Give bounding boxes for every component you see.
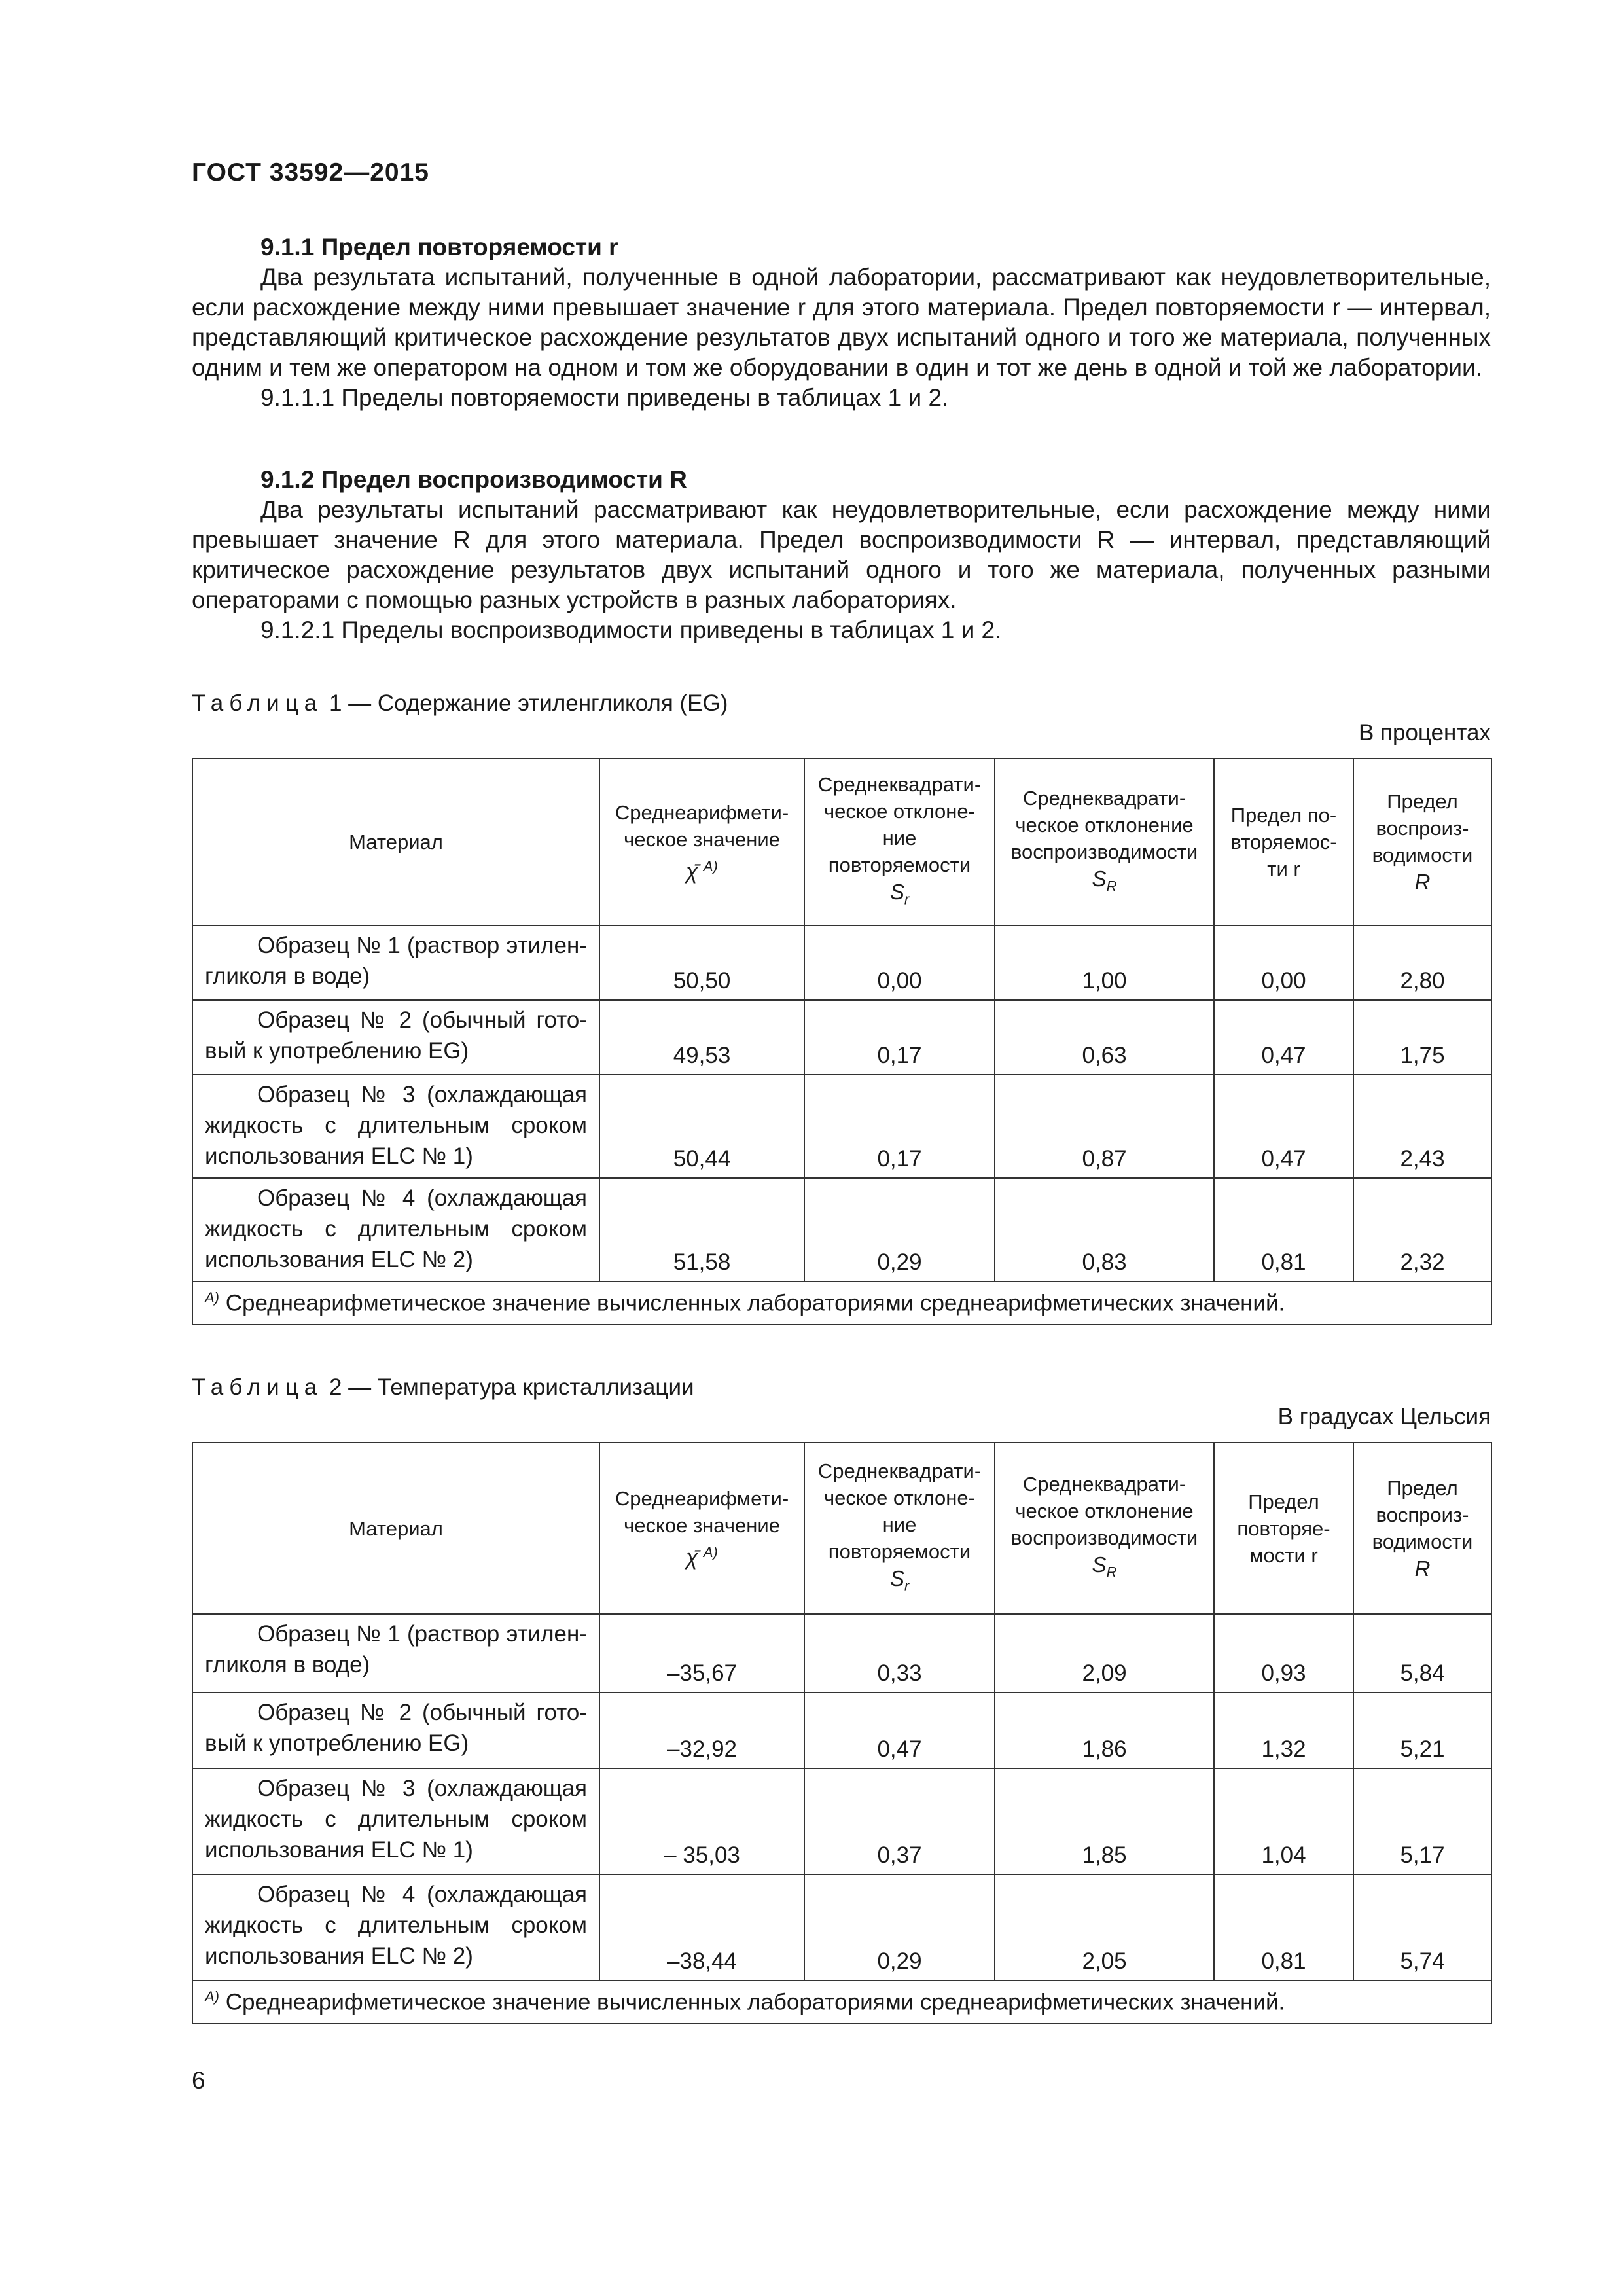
cell-R: 1,75 [1353, 1000, 1491, 1075]
table-2-units: В градусах Цельсия [1277, 1404, 1491, 1429]
cell-sR: 0,87 [995, 1075, 1214, 1178]
cell-r: 0,47 [1214, 1000, 1353, 1075]
cell-material: Образец № 2 (обычный готовый к употреблению EG) [192, 1693, 599, 1768]
cell-sr: 0,33 [804, 1614, 995, 1693]
table-2-caption-text: 2 — Температура кристаллизации [329, 1374, 694, 1400]
cell-r: 0,47 [1214, 1075, 1353, 1178]
table-1-caption [192, 691, 728, 717]
cell-material: Образец № 4 (охлаждающая жидкость с длительным сроком использования ELC № 2) [192, 1874, 599, 1981]
cell-sR: 2,09 [995, 1614, 1214, 1693]
cell-sr: 0,29 [804, 1874, 995, 1981]
table-1 [192, 758, 1492, 1325]
table-row [192, 1693, 1491, 1768]
cell-material: Образец № 4 (охлаждающая жидкость с длительным сроком использования ELC № 2) [192, 1178, 599, 1282]
note-text: Среднеарифметическое значение вычисленных лабораториями среднеарифметических значений. [225, 1989, 1285, 2015]
cell-R: 5,84 [1353, 1614, 1491, 1693]
standard-title: ГОСТ 33592—2015 [192, 158, 429, 187]
table-2-note [192, 1981, 1491, 2024]
table-2-note-row [192, 1981, 1491, 2024]
table-1-note [192, 1282, 1491, 1325]
table-row [192, 1614, 1491, 1693]
header-r: Предел повторяемости r [1214, 1443, 1353, 1614]
table-row [192, 1874, 1491, 1981]
cell-mean: 49,53 [599, 1000, 804, 1075]
cell-mean: 50,50 [599, 925, 804, 1000]
header-mean: Среднеарифметическое значение χ̄ $^{А)}$ [599, 1443, 804, 1614]
table-1-note-row [192, 1282, 1491, 1325]
header-material: Материал [192, 1443, 599, 1614]
subsection-9-1-1-1: 9.1.1.1 Пределы повторяемости приведены в таблицах 1 и 2. [260, 384, 949, 411]
table-1-caption-word: Таблица [192, 691, 323, 716]
cell-r: 1,04 [1214, 1768, 1353, 1874]
sR-symbol: $S_R$ [1092, 866, 1117, 895]
cell-sr: 0,17 [804, 1075, 995, 1178]
header-R: Предел воспроизводимости R [1353, 1443, 1491, 1614]
cell-sR: 0,83 [995, 1178, 1214, 1282]
cell-sr: 0,47 [804, 1693, 995, 1768]
header-r: Предел повторяемости r [1214, 759, 1353, 925]
mean-footnote-mark: А) [703, 1544, 718, 1561]
note-text: Среднеарифметическое значение вычисленных лабораториями среднеарифметических значений. [225, 1290, 1285, 1316]
table-row [192, 1768, 1491, 1874]
cell-material: Образец № 1 (раствор этиленгликоля в воде) [192, 925, 599, 1000]
cell-R: 2,80 [1353, 925, 1491, 1000]
page-number: 6 [192, 2067, 205, 2094]
header-material: Материал [192, 759, 599, 925]
table-2-caption [192, 1374, 694, 1401]
section-text-9-1-2: Два результаты испытаний рассматривают как неудовлетворительные, если расхождение между ними превышает значение R для этого материала. Предел воспроизводимости R — интервал, представляющий критическое расхождение результатов двух испытаний одного и того же материала, полученных разными операторами с помощью разных устройств в разных лабораториях. [192, 496, 1491, 613]
table-row [192, 1075, 1491, 1178]
cell-r: 0,81 [1214, 1874, 1353, 1981]
sr-symbol: $S_r$ [889, 1566, 910, 1594]
cell-sR: 2,05 [995, 1874, 1214, 1981]
cell-material: Образец № 3 (охлаждающая жидкость с длительным сроком использования ELC № 1) [192, 1768, 599, 1874]
cell-material: Образец № 1 (раствор этиленгликоля в воде) [192, 1614, 599, 1693]
cell-sr: 0,29 [804, 1178, 995, 1282]
header-R: Предел воспроизводимости R [1353, 759, 1491, 925]
R-symbol: R [1414, 870, 1431, 894]
cell-material: Образец № 3 (охлаждающая жидкость с длительным сроком использования ELC № 1) [192, 1075, 599, 1178]
cell-sR: 0,63 [995, 1000, 1214, 1075]
cell-mean: – 35,03 [599, 1768, 804, 1874]
mean-footnote-mark: А) [703, 857, 718, 874]
section-text-9-1-1: Два результата испытаний, полученные в одной лаборатории, рассматривают как неудовлетворительные, если расхождение между ними превышает значение r для этого материала. Предел повторяемости r — интервал, представляющий критическое расхождение результатов двух испытаний одного и того же материала, полученных одним и тем же оператором на одном и том же оборудовании в один и тот же день в одной и той же лаборатории. [192, 264, 1491, 381]
header-sr: Среднеквадратическое отклонение повторяемости $S_r$ [804, 759, 995, 925]
cell-r: 0,00 [1214, 925, 1353, 1000]
table-row [192, 925, 1491, 1000]
cell-mean: –32,92 [599, 1693, 804, 1768]
cell-material: Образец № 2 (обычный готовый к употреблению EG) [192, 1000, 599, 1075]
header-sR: Среднеквадратическое отклонение воспроизводимости $S_R$ [995, 759, 1214, 925]
mean-symbol: χ̄ [686, 1545, 698, 1570]
section-9-1-2 [192, 465, 1491, 645]
sR-symbol: $S_R$ [1092, 1552, 1117, 1581]
cell-mean: 50,44 [599, 1075, 804, 1178]
table-1-caption-text: 1 — Содержание этиленгликоля (EG) [329, 691, 728, 716]
cell-r: 0,93 [1214, 1614, 1353, 1693]
cell-sr: 0,17 [804, 1000, 995, 1075]
table-1-header-row [192, 759, 1491, 925]
cell-sr: 0,37 [804, 1768, 995, 1874]
cell-sR: 1,85 [995, 1768, 1214, 1874]
sr-symbol: $S_r$ [889, 880, 910, 908]
table-row [192, 1178, 1491, 1282]
section-9-1-1 [192, 232, 1491, 413]
header-sR: Среднеквадратическое отклонение воспроизводимости $S_R$ [995, 1443, 1214, 1614]
note-mark: А) [205, 1289, 219, 1306]
table-2-caption-word: Таблица [192, 1374, 323, 1400]
cell-mean: 51,58 [599, 1178, 804, 1282]
subsection-9-1-2-1: 9.1.2.1 Пределы воспроизводимости приведены в таблицах 1 и 2. [260, 617, 1002, 643]
table-1-units: В процентах [1358, 720, 1491, 745]
header-sr: Среднеквадратическое отклонение повторяемости $S_r$ [804, 1443, 995, 1614]
header-mean: Среднеарифметическое значение χ̄ $^{А)}$ [599, 759, 804, 925]
cell-sR: 1,86 [995, 1693, 1214, 1768]
note-mark: А) [205, 1988, 219, 2005]
cell-R: 5,21 [1353, 1693, 1491, 1768]
R-symbol: R [1414, 1556, 1431, 1581]
section-heading-9-1-2: 9.1.2 Предел воспроизводимости R [260, 466, 687, 493]
cell-sr: 0,00 [804, 925, 995, 1000]
mean-symbol: χ̄ [686, 859, 698, 884]
cell-R: 5,74 [1353, 1874, 1491, 1981]
table-row [192, 1000, 1491, 1075]
section-heading-9-1-1: 9.1.1 Предел повторяемости r [260, 234, 618, 260]
table-2-header-row [192, 1443, 1491, 1614]
cell-R: 5,17 [1353, 1768, 1491, 1874]
cell-R: 2,32 [1353, 1178, 1491, 1282]
cell-sR: 1,00 [995, 925, 1214, 1000]
cell-mean: –35,67 [599, 1614, 804, 1693]
table-2 [192, 1442, 1492, 2024]
cell-mean: –38,44 [599, 1874, 804, 1981]
cell-R: 2,43 [1353, 1075, 1491, 1178]
cell-r: 1,32 [1214, 1693, 1353, 1768]
cell-r: 0,81 [1214, 1178, 1353, 1282]
